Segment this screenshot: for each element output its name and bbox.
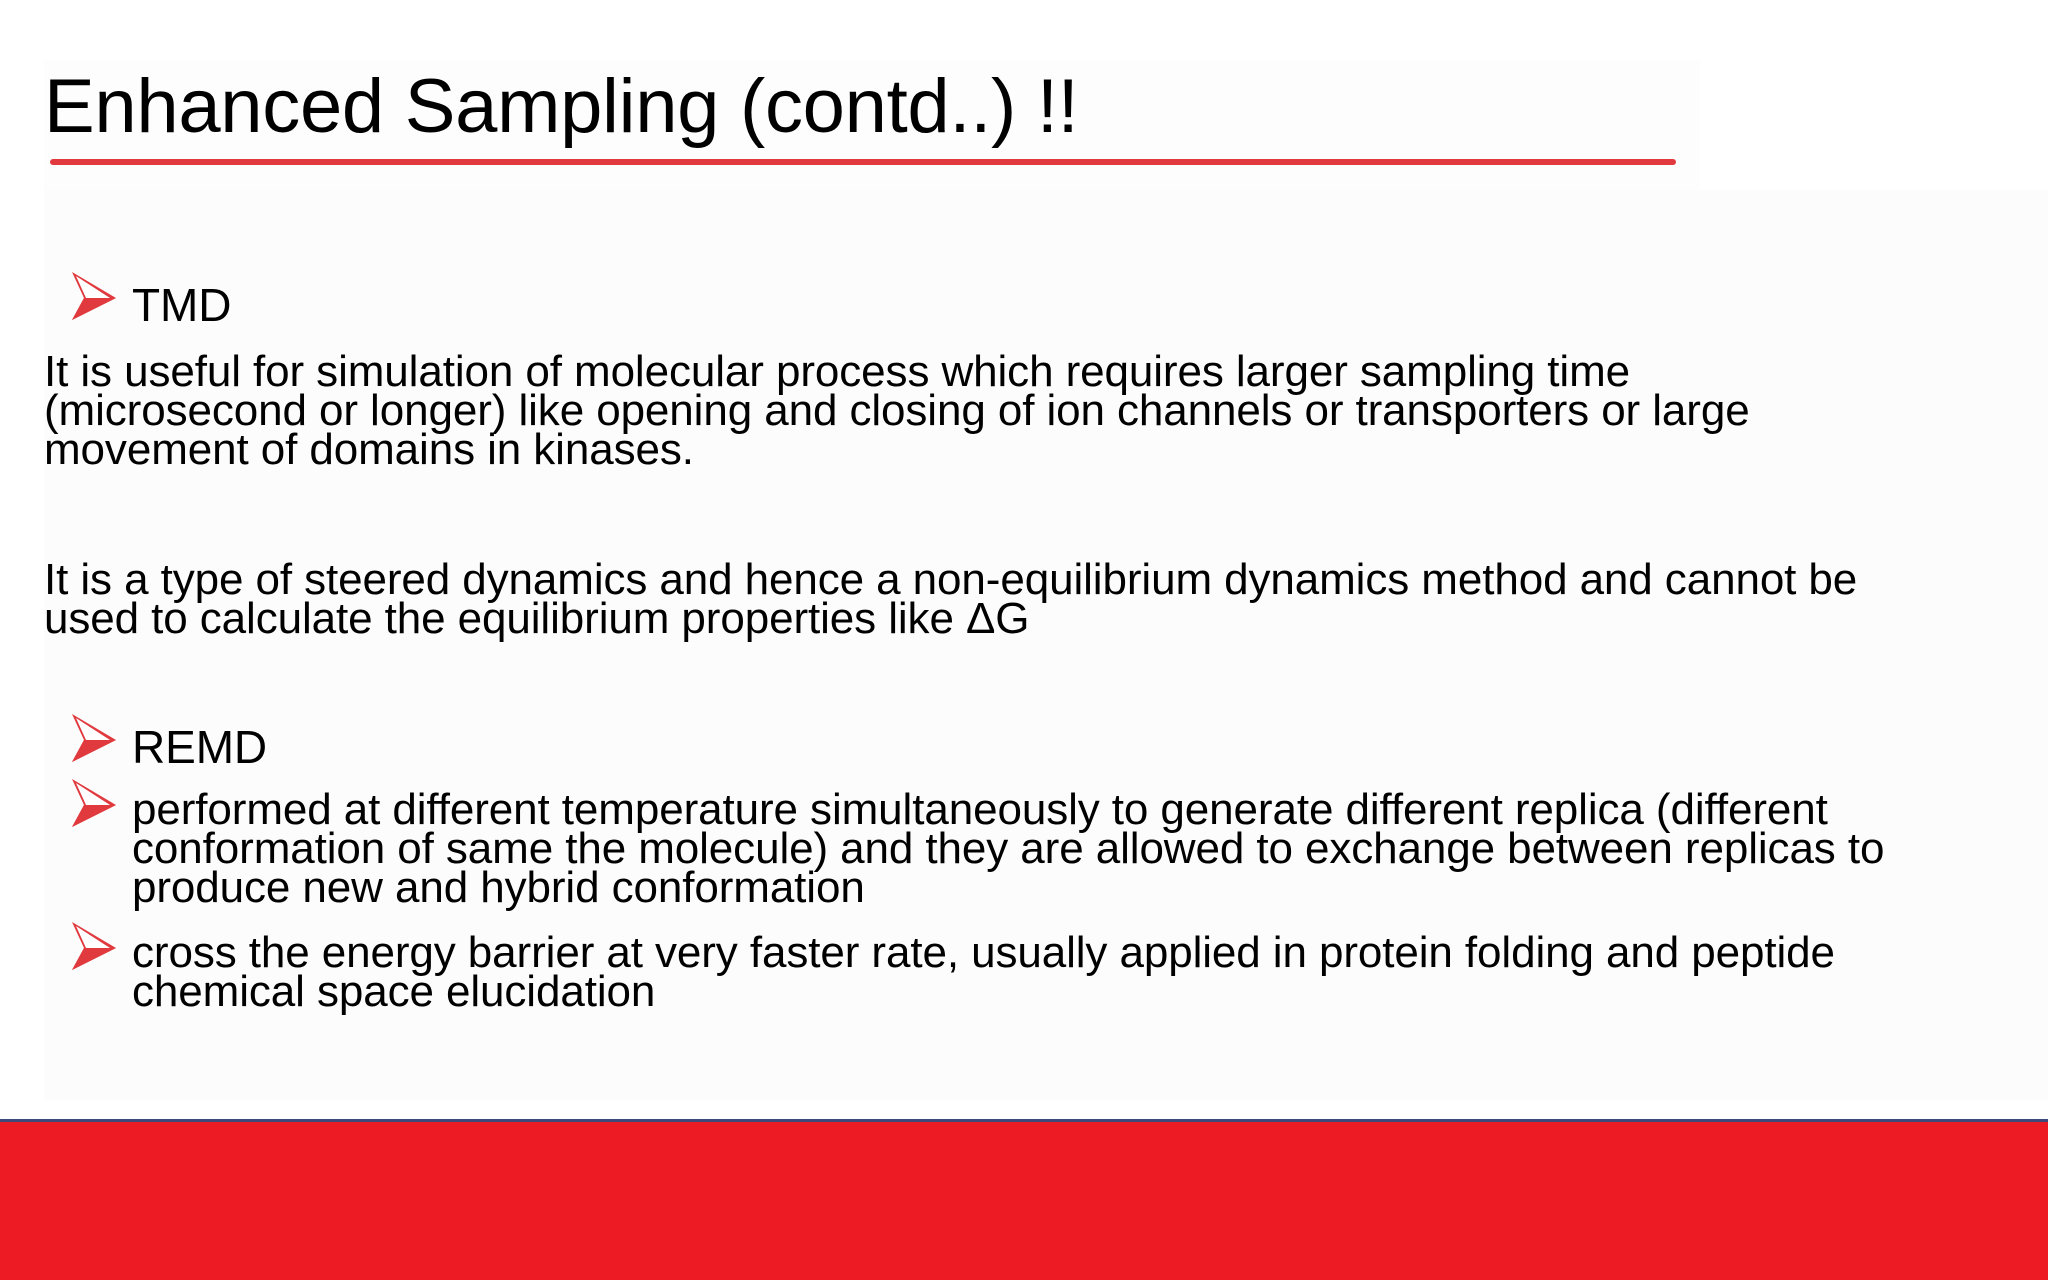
tmd-paragraph-1-line-2: (microsecond or longer) like opening and closing of ion channels or transporters or large (44, 386, 1750, 435)
remd-point-1-line-1: performed at different temperature simultaneously to generate different replica (different (132, 785, 1828, 834)
remd-point-2-line-2: chemical space elucidation (132, 967, 656, 1016)
remd-point-2-line-1: cross the energy barrier at very faster rate, usually applied in protein folding and peptide (132, 928, 1835, 977)
tmd-heading: TMD (132, 279, 232, 331)
remd-point-1-line-3: produce new and hybrid conformation (132, 863, 865, 912)
arrowhead-bullet-icon (70, 920, 118, 972)
arrowhead-bullet-icon (70, 777, 118, 829)
slide-title: Enhanced Sampling (contd..) !! (44, 64, 1079, 149)
arrowhead-bullet-icon (70, 270, 118, 322)
tmd-paragraph-1-line-1: It is useful for simulation of molecular process which requires larger sampling time (44, 347, 1631, 396)
footer-bar (0, 1119, 2048, 1280)
tmd-paragraph-1-line-3: movement of domains in kinases. (44, 425, 694, 474)
tmd-paragraph-2-line-1: It is a type of steered dynamics and hence a non-equilibrium dynamics method and cannot be (44, 555, 1858, 604)
tmd-paragraph-2-line-2: used to calculate the equilibrium properties like ΔG (44, 594, 1030, 643)
title-underline (50, 159, 1676, 165)
remd-point-1-line-2: conformation of same the molecule) and they are allowed to exchange between replicas to (132, 824, 1885, 873)
remd-heading: REMD (132, 721, 268, 773)
arrowhead-bullet-icon (70, 712, 118, 764)
